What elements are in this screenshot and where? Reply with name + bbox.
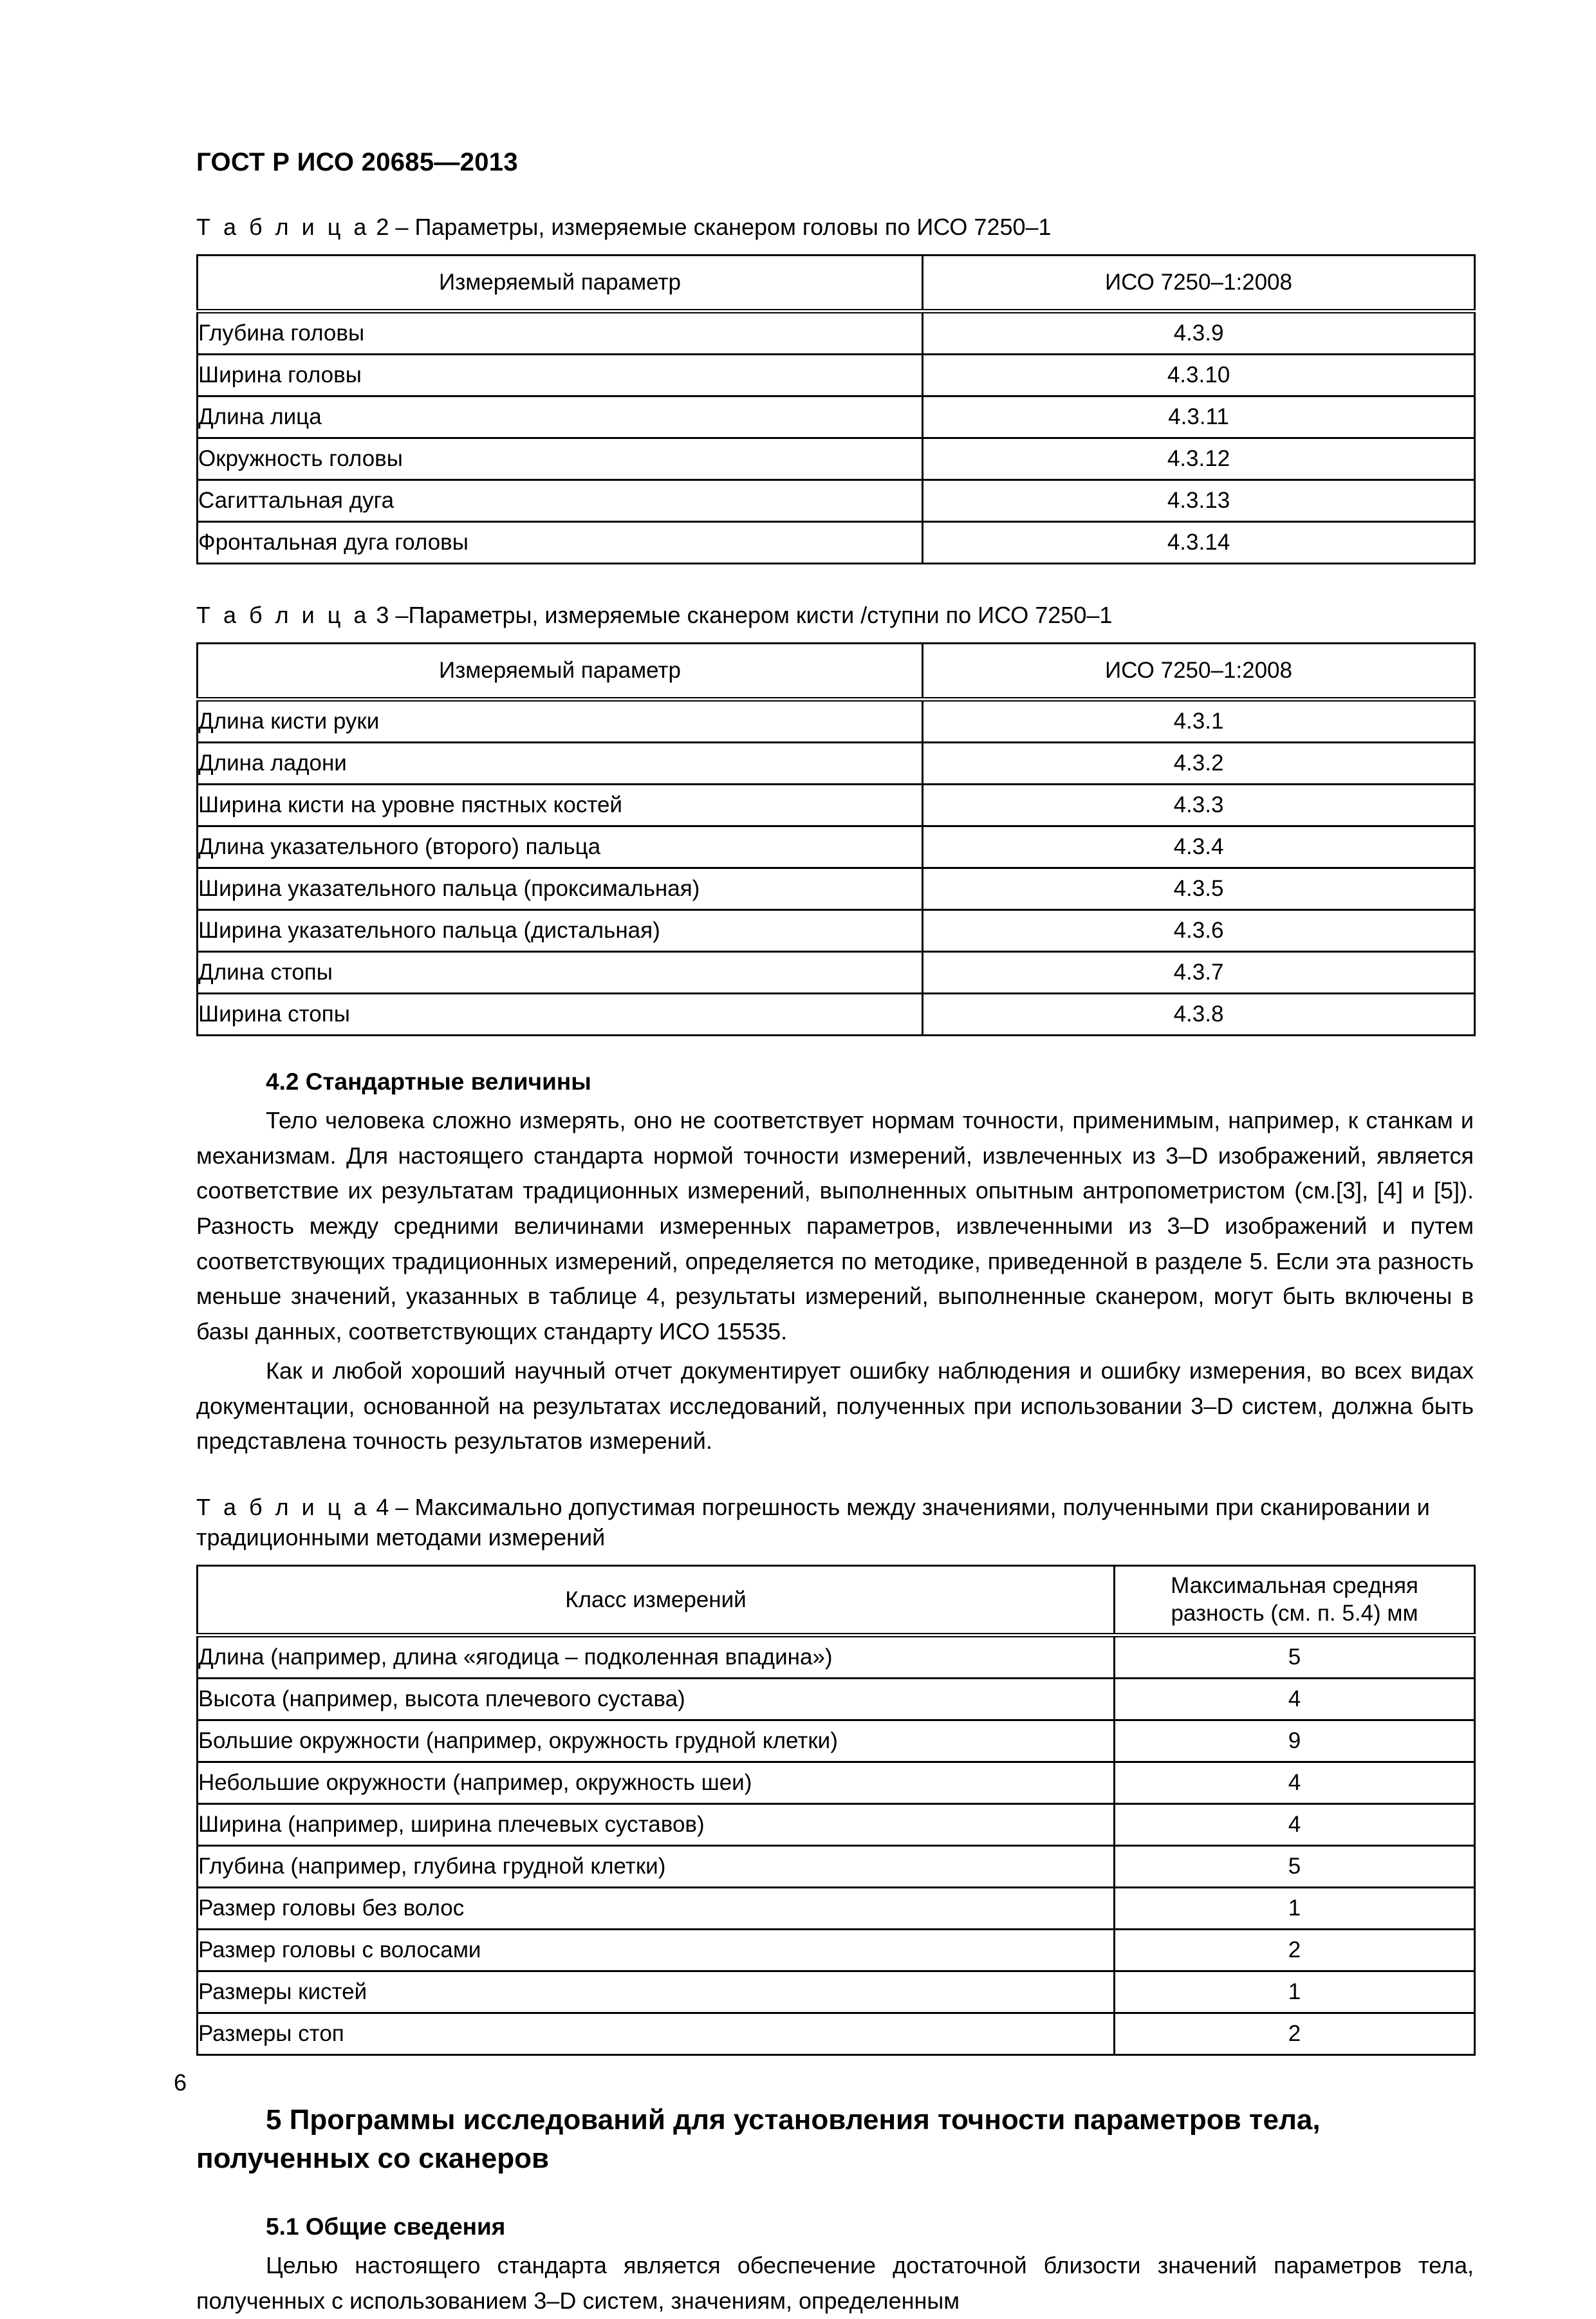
table-2-caption (196, 212, 1474, 243)
table-4-cell-value: 2 (1115, 2013, 1475, 2055)
table-2-caption-prefix: Т а б л и ц а (196, 214, 370, 240)
section-4-2-heading: 4.2 Стандартные величины (266, 1068, 591, 1095)
table-3 (196, 642, 1476, 1036)
table-row (198, 951, 1475, 993)
table-row (198, 742, 1475, 784)
table-2-header-row (198, 255, 1475, 311)
table-3-caption-number: 3 (376, 601, 389, 628)
table-4-cell-value: 2 (1115, 1930, 1475, 1971)
table-4-col-header-max-diff-line2: разность (см. п. 5.4) мм (1171, 1601, 1418, 1626)
table-3-caption (196, 601, 1474, 631)
table-3-cell-value: 4.3.8 (923, 993, 1475, 1035)
page-number: 6 (174, 2069, 187, 2096)
table-4-cell-value: 5 (1115, 1635, 1475, 1679)
table-4-cell-value: 9 (1115, 1720, 1475, 1762)
table-2-col-header-iso: ИСО 7250–1:2008 (923, 255, 1475, 311)
table-row (198, 1846, 1475, 1888)
table-2-cell-value: 4.3.12 (923, 438, 1475, 480)
table-3-cell-value: 4.3.7 (923, 951, 1475, 993)
table-3-cell-param: Ширина указательного пальца (дистальная) (198, 909, 923, 951)
table-row (198, 1971, 1475, 2013)
table-4-cell-value: 5 (1115, 1846, 1475, 1888)
table-row (198, 1679, 1475, 1720)
table-4-cell-class: Небольшие окружности (например, окружность шеи) (198, 1762, 1115, 1804)
table-2-cell-param: Длина лица (198, 396, 923, 438)
table-4-header-row (198, 1565, 1475, 1635)
table-2-cell-param: Фронтальная дуга головы (198, 521, 923, 563)
table-4-cell-class: Размеры кистей (198, 1971, 1115, 2013)
table-3-caption-text: –Параметры, измеряемые сканером кисти /ступни по ИСО 7250–1 (395, 601, 1113, 628)
table-3-cell-param: Ширина кисти на уровне пястных костей (198, 784, 923, 826)
table-row (198, 993, 1475, 1035)
table-4-cell-value: 4 (1115, 1679, 1475, 1720)
table-3-cell-param: Ширина указательного пальца (проксимальная) (198, 868, 923, 909)
table-row (198, 909, 1475, 951)
table-row (198, 480, 1475, 521)
table-row (198, 784, 1475, 826)
section-4-2-paragraph-2: Как и любой хороший научный отчет документирует ошибку наблюдения и ошибку измерения, во всех видах документации, основанной на результатах исследований, полученных при использовании 3–D систем, должна быть представлена точность результатов измерений. (196, 1357, 1474, 1455)
table-row (198, 1720, 1475, 1762)
table-row (198, 2013, 1475, 2055)
table-4-cell-class: Размер головы без волос (198, 1888, 1115, 1930)
table-row (198, 311, 1475, 354)
table-4-cell-class: Размеры стоп (198, 2013, 1115, 2055)
table-2-cell-param: Окружность головы (198, 438, 923, 480)
table-2-cell-value: 4.3.9 (923, 311, 1475, 354)
table-4-cell-class: Высота (например, высота плечевого сустава) (198, 1679, 1115, 1720)
table-4-cell-value: 4 (1115, 1762, 1475, 1804)
table-2-caption-text: – Параметры, измеряемые сканером головы по ИСО 7250–1 (395, 214, 1052, 240)
table-4-col-header-max-diff-line1: Максимальная средняя (1171, 1572, 1418, 1598)
table-3-cell-value: 4.3.2 (923, 742, 1475, 784)
table-4-cell-value: 1 (1115, 1971, 1475, 2013)
page-content (196, 0, 1474, 2319)
table-2-col-header-parameter: Измеряемый параметр (198, 255, 923, 311)
table-row (198, 1762, 1475, 1804)
table-3-cell-value: 4.3.3 (923, 784, 1475, 826)
table-4-caption-number: 4 (376, 1494, 389, 1521)
table-row (198, 354, 1475, 396)
table-2-cell-param: Ширина головы (198, 354, 923, 396)
table-3-col-header-parameter: Измеряемый параметр (198, 643, 923, 699)
section-5-1-heading: 5.1 Общие сведения (266, 2213, 506, 2240)
table-4-cell-value: 1 (1115, 1888, 1475, 1930)
table-row (198, 521, 1475, 563)
table-2-cell-param: Глубина головы (198, 311, 923, 354)
table-row (198, 438, 1475, 480)
table-row (198, 396, 1475, 438)
section-5-1-paragraph-1: Целью настоящего стандарта является обеспечение достаточной близости значений параметров тела, полученных с использованием 3–D систем, значениям, определенным (196, 2252, 1474, 2314)
table-3-cell-param: Длина стопы (198, 951, 923, 993)
table-4-cell-class: Глубина (например, глубина грудной клетки) (198, 1846, 1115, 1888)
table-3-header-row (198, 643, 1475, 699)
table-4-col-header-max-diff (1115, 1565, 1475, 1635)
table-3-caption-prefix: Т а б л и ц а (196, 601, 370, 628)
table-4-caption-prefix: Т а б л и ц а (196, 1494, 370, 1521)
table-4 (196, 1565, 1476, 2056)
table-2-cell-value: 4.3.13 (923, 480, 1475, 521)
table-2-cell-param: Сагиттальная дуга (198, 480, 923, 521)
table-row (198, 1888, 1475, 1930)
table-4-cell-class: Большие окружности (например, окружность грудной клетки) (198, 1720, 1115, 1762)
table-row (198, 868, 1475, 909)
table-3-cell-value: 4.3.6 (923, 909, 1475, 951)
table-3-col-header-iso: ИСО 7250–1:2008 (923, 643, 1475, 699)
table-4-col-header-class: Класс измерений (198, 1565, 1115, 1635)
table-3-cell-param: Длина указательного (второго) пальца (198, 826, 923, 868)
document-header: ГОСТ Р ИСО 20685—2013 (196, 148, 518, 176)
table-row (198, 826, 1475, 868)
table-4-caption (196, 1493, 1474, 1553)
section-5-heading: 5 Программы исследований для установления точности параметров тела, полученных со сканеров (196, 2104, 1321, 2174)
table-row (198, 1804, 1475, 1846)
table-3-cell-value: 4.3.4 (923, 826, 1475, 868)
table-4-cell-class: Ширина (например, ширина плечевых суставов) (198, 1804, 1115, 1846)
table-4-caption-text: – Максимально допустимая погрешность между значениями, полученными при сканировании и традиционными методами измерений (196, 1494, 1430, 1551)
table-3-cell-value: 4.3.5 (923, 868, 1475, 909)
table-4-cell-class: Размер головы с волосами (198, 1930, 1115, 1971)
table-2 (196, 254, 1476, 564)
table-row (198, 1635, 1475, 1679)
table-2-cell-value: 4.3.14 (923, 521, 1475, 563)
table-3-cell-param: Ширина стопы (198, 993, 923, 1035)
table-2-cell-value: 4.3.10 (923, 354, 1475, 396)
table-row (198, 1930, 1475, 1971)
table-3-cell-param: Длина ладони (198, 742, 923, 784)
table-row (198, 699, 1475, 742)
table-2-caption-number: 2 (376, 214, 389, 240)
table-4-cell-value: 4 (1115, 1804, 1475, 1846)
table-3-cell-param: Длина кисти руки (198, 699, 923, 742)
table-2-cell-value: 4.3.11 (923, 396, 1475, 438)
table-4-cell-class: Длина (например, длина «ягодица – подколенная впадина») (198, 1635, 1115, 1679)
table-3-cell-value: 4.3.1 (923, 699, 1475, 742)
section-4-2-paragraph-1: Тело человека сложно измерять, оно не соответствует нормам точности, применимым, например, к станкам и механизмам. Для настоящего стандарта нормой точности измерений, извлеченных из 3–D изображений, является соответствие их результатам традиционных измерений, выполненных опытным антропометристом (см.[3], [4] и [5]). Разность между средними величинами измеренных параметров, извлеченными из 3–D изображений и путем соответствующих традиционных измерений, определяется по методике, приведенной в разделе 5. Если эта разность меньше значений, указанных в таблице 4, результаты измерений, выполненные сканером, могут быть включены в базы данных, соответствующих стандарту ИСО 15535. (196, 1106, 1474, 1345)
